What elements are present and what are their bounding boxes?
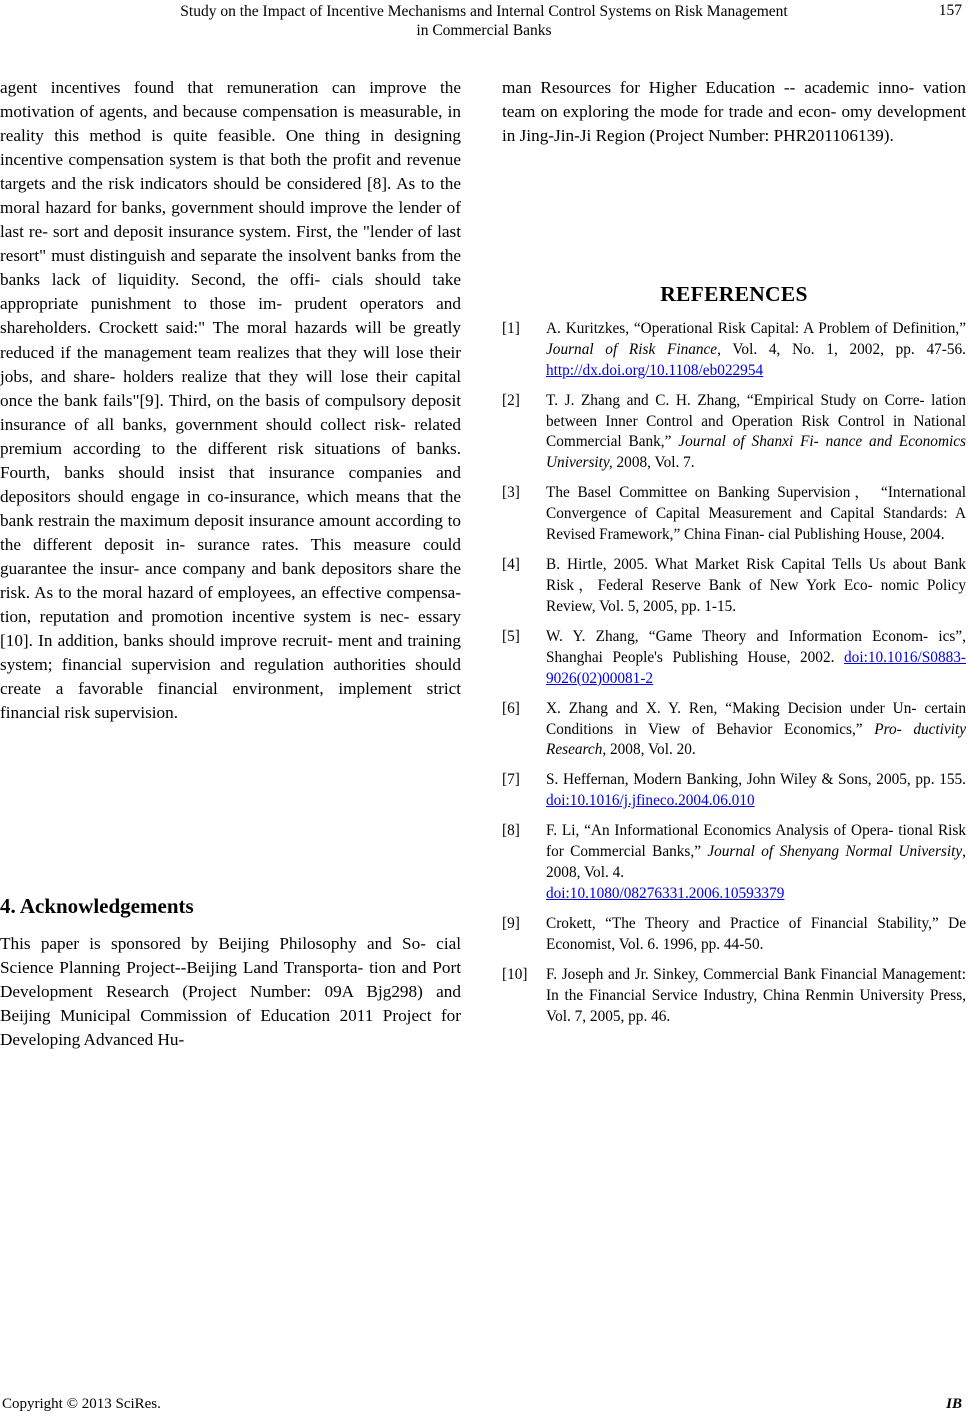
reference-number: [10] (502, 966, 528, 984)
references-list (502, 319, 966, 1037)
reference-text: T. J. Zhang and C. H. Zhang, “Empirical Study on Corre- lation between Inner Control and Operation Risk Control in National Commercial Bank,” Journal of Shanxi Fi- nance and Economics University, 2008, Vol. 7. (546, 391, 966, 472)
reference-text: F. Joseph and Jr. Sinkey, Commercial Bank Financial Management: In the Financial Service Industry, China Renmin University Press, Vol. 7, 2005, pp. 46. (546, 966, 966, 1025)
reference-number: [5] (502, 627, 520, 645)
reference-item (502, 821, 966, 904)
copyright-footer: Copyright © 2013 SciRes. (2, 1396, 161, 1412)
reference-text: W. Y. Zhang, “Game Theory and Information Econom- ics”, Shanghai People's Publishing House, 2002. doi:10.1016/S0883-9026(02)00081-2 (546, 627, 966, 687)
reference-text: A. Kuritzkes, “Operational Risk Capital: A Problem of Definition,” Journal of Risk Finance, Vol. 4, No. 1, 2002, pp. 47-56. http://dx.doi.org/10.1108/eb022954 (546, 320, 966, 379)
right-column (502, 76, 966, 1025)
left-column (0, 76, 461, 1050)
reference-text: B. Hirtle, 2005. What Market Risk Capital Tells Us about Bank Risk，Federal Reserve Bank of New York Eco- nomic Policy Review, Vol. 5, 2005, pp. 1-15. (546, 556, 966, 615)
body-paragraph: agent incentives found that remuneration can improve the motivation of agents, and because compensation is measurable, in reality this method is quite feasible. One thing in designing incentive compensation system is that both the profit and revenue targets and the risk indicators should be considered [8]. As to the moral hazard for banks, government should improve the lender of last re- sort and deposit insurance system. First, the "lender of last resort" must distinguish and separate the insolvent banks from the banks lack of liquidity. Second, the offi- cials should take appropriate punishment to those im- prudent operators and shareholders. Crockett said:" The moral hazards will be greatly reduced if the management team realizes that they will lose their jobs, and share- holders realize that they will lose their capital once the bank fails"[9]. Third, on the basis of compulsory deposit insurance of all banks, government should collect risk- related premium according to the different risk situations of banks. Fourth, banks should insist that insurance companies and depositors should engage in co-insurance, which means that the bank restrain the maximum deposit insurance amount according to the different deposit in- surance rates. This measure could guarantee the insur- ance company and bank depositors share the risk. As to the moral hazard of employees, an effective compensa- tion, reputation and promotion incentive system is nec- essary [10]. In addition, banks should improve recruit- ment and training system; financial supervision and regulation authorities should create a favorable financial environment, implement strict financial risk supervision. (0, 78, 461, 723)
reference-number: [1] (502, 320, 520, 337)
page-number: 157 (938, 2, 962, 19)
reference-text: Crokett, “The Theory and Practice of Financial Stability,” De Economist, Vol. 6. 1996, pp. 44-50. (546, 915, 966, 953)
reference-number: [6] (502, 699, 520, 717)
running-header (0, 2, 968, 40)
reference-number: [7] (502, 771, 520, 789)
reference-link[interactable]: doi:10.1080/08276331.2006.10593379 (546, 884, 785, 902)
reference-text: F. Li, “An Informational Economics Analysis of Opera- tional Risk for Commercial Banks,” Journal of Shenyang Normal University, 2008, Vol. 4. doi:10.1080/08276331.2006.10593379 (546, 822, 966, 902)
reference-link[interactable]: doi:10.1016/S0883-9026(02)00081-2 (546, 648, 966, 687)
reference-text: S. Heffernan, Modern Banking, John Wiley & Sons, 2005, pp. 155. doi:10.1016/j.jfineco.2004.06.010 (546, 771, 966, 810)
journal-abbrev: IB (946, 1396, 962, 1412)
reference-number: [2] (502, 391, 520, 409)
reference-text: The Basel Committee on Banking Supervision， “International Convergence of Capital Measurement and Capital Standards: A Revised Framework,” China Finan- cial Publishing House, 2004. (546, 484, 966, 543)
reference-number: [8] (502, 822, 520, 840)
reference-text: X. Zhang and X. Y. Ren, “Making Decision under Un- certain Conditions in View of Behavior Economics,” Pro- ductivity Research, 2008, Vol. 20. (546, 699, 966, 759)
reference-item (502, 914, 966, 956)
reference-item (502, 555, 966, 617)
reference-number: [3] (502, 484, 520, 502)
acknowledgements-paragraph: This paper is sponsored by Beijing Philosophy and So- cial Science Planning Project--Beijing Land Transporta- tion and Port Development Research (Project Number: 09A Bjg298) and Beijing Municipal Commission of Education 2011 Project for Developing Advanced Hu- (0, 934, 461, 1050)
reference-link[interactable]: http://dx.doi.org/10.1108/eb022954 (546, 361, 764, 379)
reference-item (502, 483, 966, 545)
reference-item (502, 770, 966, 812)
acknowledgements-continuation: man Resources for Higher Education -- academic inno- vation team on exploring the mode for trade and econ- omy development in Jing-Jin-Ji Region (Project Number: PHR201106139). (502, 78, 966, 146)
reference-number: [4] (502, 556, 520, 574)
reference-item (502, 965, 966, 1027)
reference-number: [9] (502, 915, 520, 933)
references-heading: REFERENCES (660, 282, 808, 306)
reference-link[interactable]: doi:10.1016/j.jfineco.2004.06.010 (546, 792, 755, 810)
header-title-line1: Study on the Impact of Incentive Mechanisms and Internal Control Systems on Risk Management (180, 3, 788, 20)
reference-item (502, 627, 966, 689)
section-heading-acknowledgements: 4. Acknowledgements (0, 894, 194, 918)
reference-item (502, 699, 966, 761)
reference-item (502, 319, 966, 381)
header-title-line2: in Commercial Banks (416, 22, 552, 39)
reference-item (502, 391, 966, 474)
